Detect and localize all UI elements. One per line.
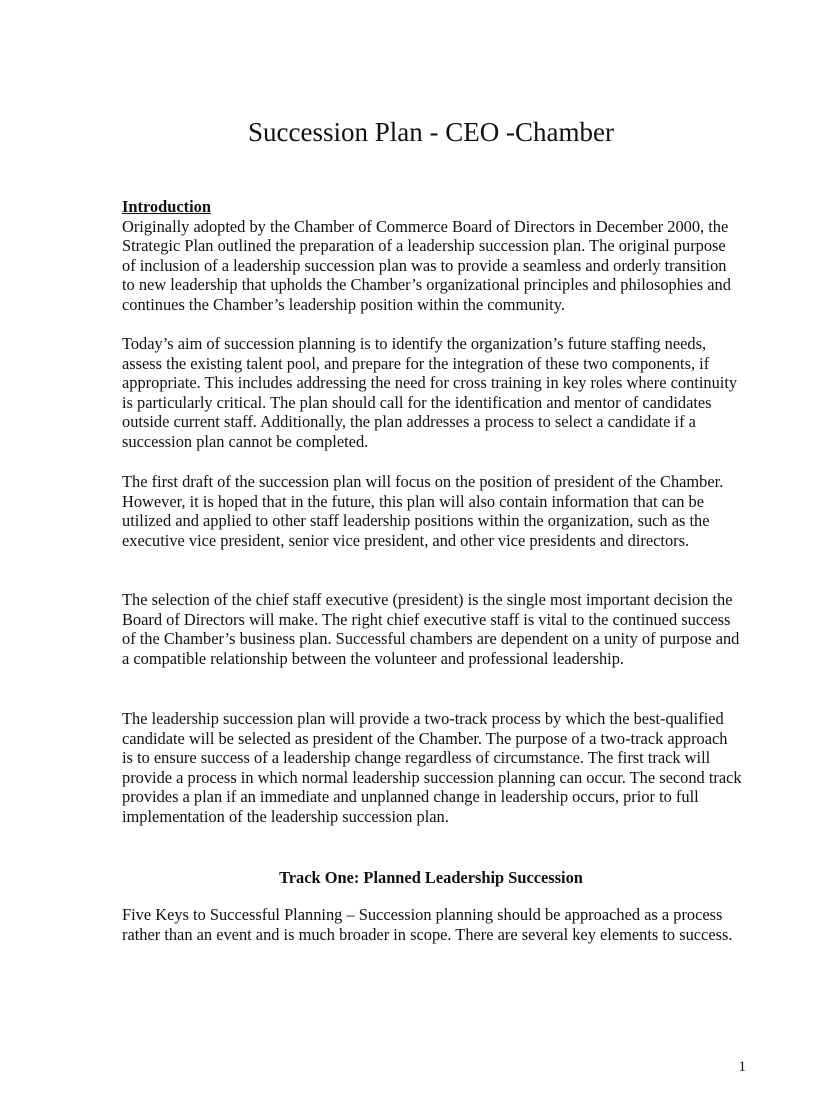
paragraph-5: The leadership succession plan will provide a two-track process by which the best-qualified candidate will be selected as president of the Chamber. The purpose of a two-track approach is to ensure success of a leadership change regardless of circumstance. The first track will provide a process in which normal leadership succession planning can occur. The second track provides a plan if an immediate and unplanned change in leadership occurs, prior to full implementation of the leadership succession plan. xyxy=(122,709,742,826)
introduction-section xyxy=(122,197,742,315)
track-one-paragraph: Five Keys to Successful Planning – Succession planning should be approached as a process rather than an event and is much broader in scope. There are several key elements to success. xyxy=(122,905,733,944)
paragraph-4: The selection of the chief staff executive (president) is the single most important decision the Board of Directors will make. The right chief executive staff is vital to the continued success of the Chamber’s business plan. Successful chambers are dependent on a unity of purpose and a compatible relationship between the volunteer and professional leadership. xyxy=(122,590,740,668)
introduction-heading: Introduction xyxy=(122,197,211,216)
page-number: 1 xyxy=(738,1059,746,1075)
paragraph-1: Originally adopted by the Chamber of Commerce Board of Directors in December 2000, the Strategic Plan outlined the preparation of a leadership succession plan. The original purpose of inclusion of a leadership succession plan was to provide a seamless and orderly transition to new leadership that upholds the Chamber’s organizational principles and philosophies and continues the Chamber’s leadership position within the community. xyxy=(122,216,731,314)
track-one-heading: Track One: Planned Leadership Succession xyxy=(279,868,583,887)
paragraph-3: The first draft of the succession plan will focus on the position of president of the Chamber. However, it is hoped that in the future, this plan will also contain information that can be utilized and applied to other staff leadership positions within the organization, such as the executive vice president, senior vice president, and other vice presidents and directors. xyxy=(122,472,724,550)
paragraph-2: Today’s aim of succession planning is to identify the organization’s future staffing needs, assess the existing talent pool, and prepare for the integration of these two components, if appropriate. This includes addressing the need for cross training in key roles where continuity is particularly critical. The plan should call for the identification and mentor of candidates outside current staff. Additionally, the plan addresses a process to select a candidate if a succession plan cannot be completed. xyxy=(122,334,738,451)
page-title: Succession Plan - CEO -Chamber xyxy=(248,117,614,147)
